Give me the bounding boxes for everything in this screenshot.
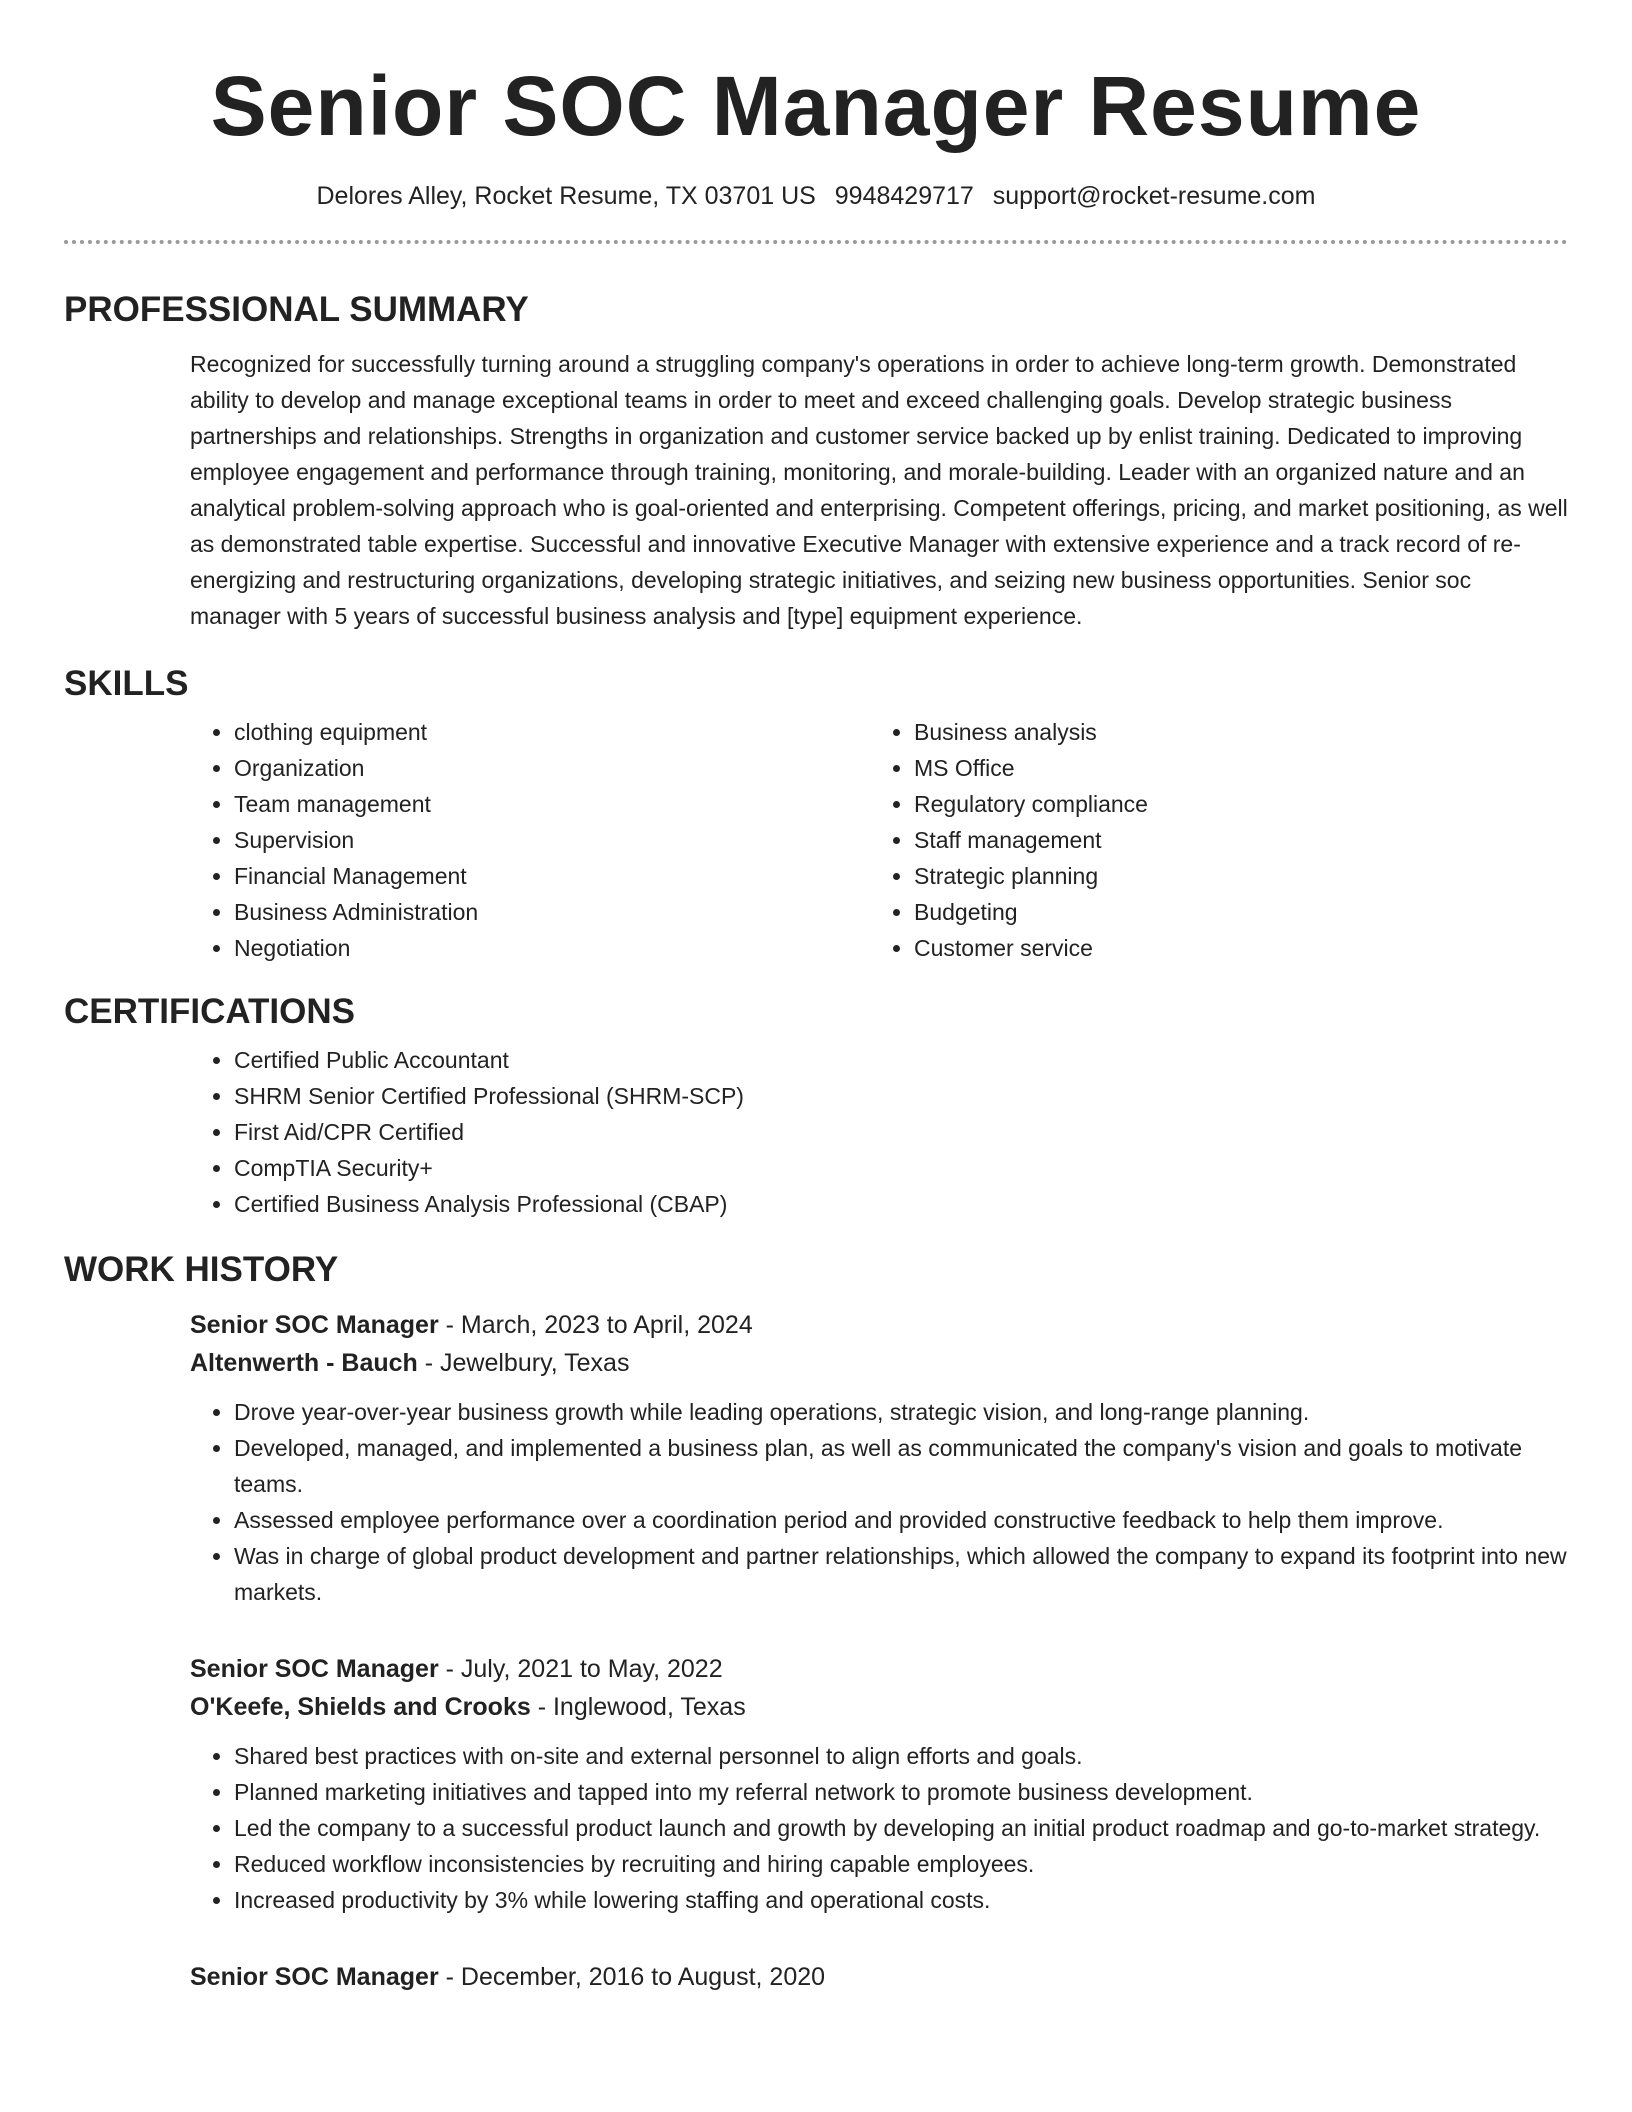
header-divider [64, 240, 1568, 244]
list-item: • Certified Business Analysis Professional (CBAP) [234, 1186, 1568, 1222]
list-item: • Financial Management [234, 858, 870, 894]
job-entry [190, 1306, 1568, 1610]
list-item: • CompTIA Security+ [234, 1150, 1568, 1186]
list-item: • Was in charge of global product development and partner relationships, which allowed the company to expand its footprint into new markets. [234, 1538, 1568, 1610]
skills-list-right [870, 714, 1550, 966]
job-entry [190, 1650, 1568, 1918]
list-item: • Assessed employee performance over a coordination period and provided constructive feedback to help them improve. [234, 1502, 1568, 1538]
certifications-list [190, 1042, 1568, 1222]
job-title-line [190, 1958, 1568, 1996]
job-company: Altenwerth - Bauch [190, 1349, 418, 1377]
list-item: • Business analysis [914, 714, 1550, 750]
contact-phone: 9948429717 [834, 182, 974, 210]
list-item: • Negotiation [234, 930, 870, 966]
list-item: • Budgeting [914, 894, 1550, 930]
list-item: • Business Administration [234, 894, 870, 930]
skills-section [64, 662, 1568, 966]
list-item: • Organization [234, 750, 870, 786]
list-item: • First Aid/CPR Certified [234, 1114, 1568, 1150]
list-item: • Drove year-over-year business growth while leading operations, strategic vision, and long-range planning. [234, 1394, 1568, 1430]
job-dates: - December, 2016 to August, 2020 [438, 1963, 826, 1991]
job-dates: - March, 2023 to April, 2024 [438, 1311, 753, 1339]
job-title: Senior SOC Manager [190, 1655, 439, 1683]
job-title: Senior SOC Manager [190, 1963, 439, 1991]
skills-list-left [190, 714, 870, 966]
contact-email: support@rocket-resume.com [992, 182, 1316, 210]
skills-column-left [190, 714, 870, 966]
list-item: • Staff management [914, 822, 1550, 858]
list-item: • Certified Public Accountant [234, 1042, 1568, 1078]
list-item: • MS Office [914, 750, 1550, 786]
jobs-list [64, 1306, 1568, 1996]
job-title-line [190, 1306, 1568, 1344]
section-heading-certifications: CERTIFICATIONS [64, 992, 356, 1031]
resume-page [64, 0, 1568, 1996]
list-item: • SHRM Senior Certified Professional (SHRM-SCP) [234, 1078, 1568, 1114]
contact-line [64, 180, 1568, 212]
section-heading-summary: PROFESSIONAL SUMMARY [64, 290, 529, 329]
contact-address: Delores Alley, Rocket Resume, TX 03701 US [316, 182, 816, 210]
job-company-line [190, 1344, 1568, 1382]
job-location: - Jewelbury, Texas [417, 1349, 630, 1377]
certifications-list-wrap [190, 1042, 1568, 1222]
job-bullets [190, 1738, 1568, 1918]
section-heading-skills: SKILLS [64, 664, 189, 703]
professional-summary-section [64, 288, 1568, 634]
section-heading-work-history: WORK HISTORY [64, 1250, 339, 1289]
list-item: • Customer service [914, 930, 1550, 966]
skills-grid [190, 714, 1568, 966]
list-item: • Strategic planning [914, 858, 1550, 894]
list-item: • Developed, managed, and implemented a business plan, as well as communicated the company's vision and goals to motivate teams. [234, 1430, 1568, 1502]
list-item: • Shared best practices with on-site and external personnel to align efforts and goals. [234, 1738, 1568, 1774]
job-title-line [190, 1650, 1568, 1688]
job-entry [190, 1958, 1568, 1996]
summary-text: Recognized for successfully turning around a struggling company's operations in order to achieve long-term growth. Demonstrated ability to develop and manage exceptional teams in order to meet and exceed challenging goals. Develop strategic business partnerships and relationships. Strengths in organization and customer service backed up by enlist training. Dedicated to improving employee engagement and performance through training, monitoring, and morale-building. Leader with an organized nature and an analytical problem-solving approach who is goal-oriented and enterprising. Competent offerings, pricing, and market positioning, as well as demonstrated table expertise. Successful and innovative Executive Manager with extensive experience and a track record of re-energizing and restructuring organizations, developing strategic initiatives, and seizing new business opportunities. Senior soc manager with 5 years of successful business analysis and [type] equipment experience. [190, 351, 1568, 629]
list-item: • Planned marketing initiatives and tapped into my referral network to promote business development. [234, 1774, 1568, 1810]
job-dates: - July, 2021 to May, 2022 [438, 1655, 723, 1683]
list-item: • Reduced workflow inconsistencies by recruiting and hiring capable employees. [234, 1846, 1568, 1882]
list-item: • Led the company to a successful product launch and growth by developing an initial product roadmap and go-to-market strategy. [234, 1810, 1568, 1846]
list-item: • Increased productivity by 3% while lowering staffing and operational costs. [234, 1882, 1568, 1918]
job-bullets [190, 1394, 1568, 1610]
job-title: Senior SOC Manager [190, 1311, 439, 1339]
work-history-section [64, 1248, 1568, 1996]
list-item: • clothing equipment [234, 714, 870, 750]
resume-title: Senior SOC Manager Resume [210, 59, 1422, 153]
certifications-section [64, 990, 1568, 1222]
list-item: • Team management [234, 786, 870, 822]
list-item: • Supervision [234, 822, 870, 858]
skills-column-right [870, 714, 1550, 966]
job-location: - Inglewood, Texas [530, 1693, 746, 1721]
list-item: • Regulatory compliance [914, 786, 1550, 822]
job-company: O'Keefe, Shields and Crooks [190, 1693, 531, 1721]
job-company-line [190, 1688, 1568, 1726]
